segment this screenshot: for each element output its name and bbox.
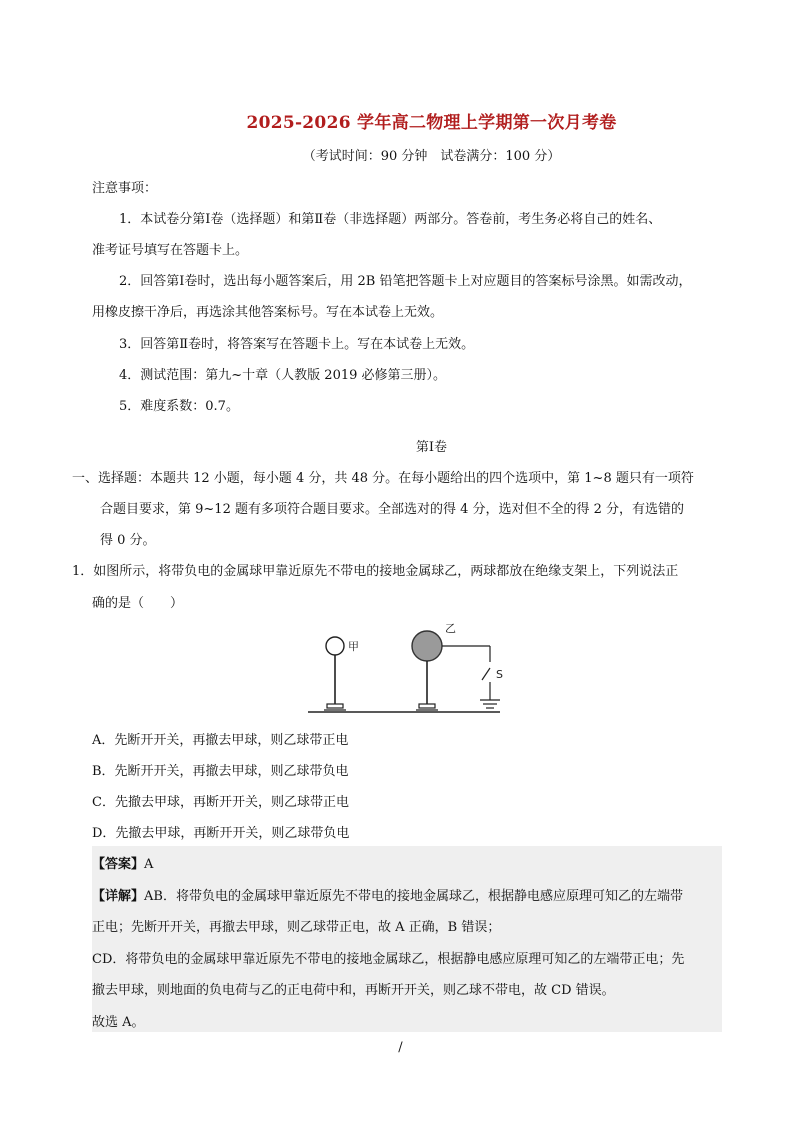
detail-line-3: CD．将带负电的金属球甲靠近原先不带电的接地金属球乙，根据静电感应原理可知乙的左端带正电；先 <box>92 952 685 967</box>
note-1-line-2: 准考证号填写在答题卡上。 <box>92 243 249 258</box>
detail-line-2: 正电；先断开开关，再撤去甲球，则乙球带正电，故 A 正确，B 错误； <box>92 920 501 935</box>
answer-label: 【答案】 <box>92 857 145 872</box>
note-5: 5．难度系数：0.7。 <box>119 399 239 414</box>
section-intro-line-3: 得 0 分。 <box>100 533 156 548</box>
note-2-line-2: 用橡皮擦干净后，再选涂其他答案标号。写在本试卷上无效。 <box>92 305 444 320</box>
section-intro-line-2: 合题目要求，第 9~12 题有多项符合题目要求。全部选对的得 4 分，选对但不全的得 2 分，有选错的 <box>100 502 685 517</box>
label-jia: 甲 <box>348 640 359 653</box>
question-1-stem-line-1: 1．如图所示，将带负电的金属球甲靠近原先不带电的接地金属球乙，两球都放在绝缘支架上，下列说法正 <box>72 564 679 579</box>
option-c: C．先撤去甲球，再断开开关，则乙球带正电 <box>92 795 349 810</box>
option-b: B．先断开开关，再撤去甲球，则乙球带负电 <box>92 764 349 779</box>
note-3: 3．回答第Ⅱ卷时，将答案写在答题卡上。写在本试卷上无效。 <box>119 337 475 352</box>
stand-yi-base <box>419 704 435 708</box>
answer-value: A <box>144 857 154 872</box>
section-heading: 第Ⅰ卷 <box>415 440 448 455</box>
note-2-line-1: 2．回答第Ⅰ卷时，选出每小题答案后，用 2B 铅笔把答题卡上对应题目的答案标号涂黑。如需改动， <box>119 274 692 289</box>
label-yi: 乙 <box>445 622 456 635</box>
sphere-jia <box>326 637 344 655</box>
detail-line-4: 撤去甲球，则地面的负电荷与乙的正电荷中和，再断开开关，则乙球不带电，故 CD 错误。 <box>92 983 615 998</box>
answer-line <box>92 853 153 872</box>
page-title: 2025-2026 学年高二物理上学期第一次月考卷 <box>246 113 617 133</box>
page-footer-mark: / <box>398 1040 403 1055</box>
label-switch: S <box>496 668 503 681</box>
detail-line-1 <box>92 885 683 904</box>
sphere-yi <box>412 631 442 661</box>
note-4: 4．测试范围：第九~十章（人教版 2019 必修第三册）。 <box>119 368 447 383</box>
question-1-stem-line-2: 确的是（ ） <box>92 596 184 611</box>
stand-jia-base <box>327 704 343 708</box>
section-intro-line-1: 一、选择题：本题共 12 小题，每小题 4 分，共 48 分。在每小题给出的四个选项中，第 1~8 题只有一项符 <box>72 471 694 486</box>
detail-label: 【详解】 <box>92 889 145 904</box>
option-d: D．先撤去甲球，再断开开关，则乙球带负电 <box>92 826 350 841</box>
answer-panel <box>92 846 722 1032</box>
switch-s <box>482 668 490 680</box>
detail-text-1: AB．将带负电的金属球甲靠近原先不带电的接地金属球乙，根据静电感应原理可知乙的左端带 <box>144 889 683 904</box>
electrostatic-induction-figure <box>300 618 520 720</box>
note-1-line-1: 1．本试卷分第Ⅰ卷（选择题）和第Ⅱ卷（非选择题）两部分。答卷前，考生务必将自己的姓名、 <box>119 212 662 227</box>
notes-heading: 注意事项： <box>92 181 158 196</box>
exam-info: （考试时间：90 分钟 试卷满分：100 分） <box>302 149 561 164</box>
conclusion-line: 故选 A。 <box>92 1015 145 1030</box>
option-a: A．先断开开关，再撤去甲球，则乙球带正电 <box>92 733 349 748</box>
